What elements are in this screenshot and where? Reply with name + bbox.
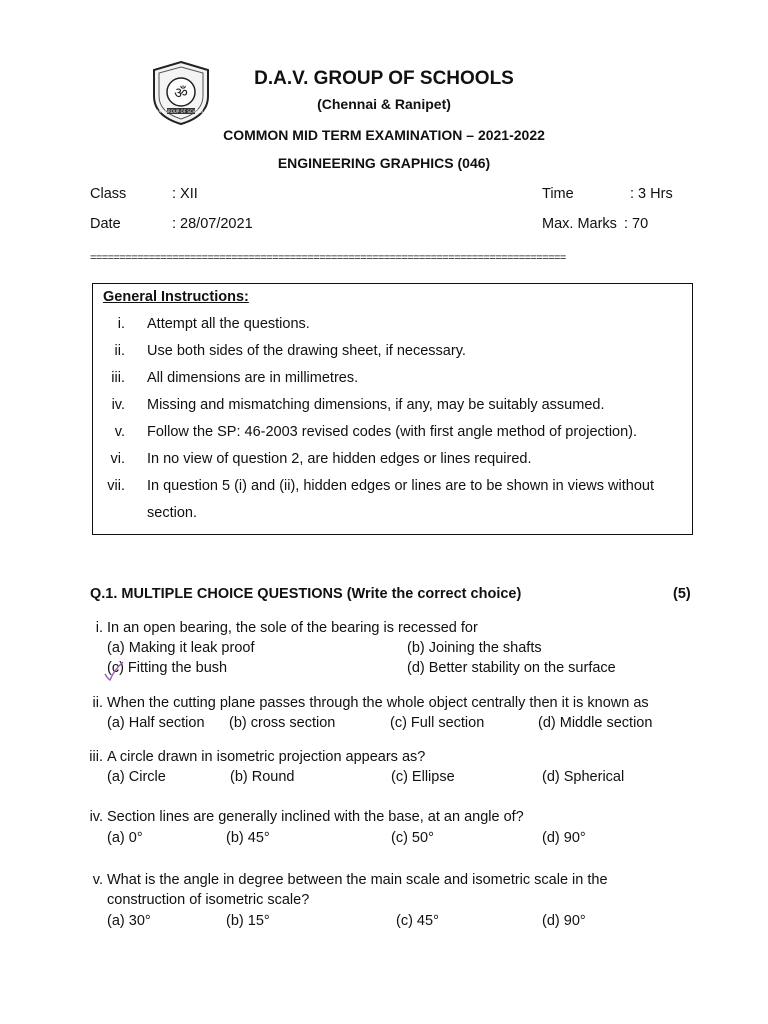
option: (c) Ellipse	[391, 769, 455, 785]
class-value: : XII	[172, 186, 198, 202]
option: (d) Middle section	[538, 715, 653, 731]
svg-text:ॐ: ॐ	[174, 84, 188, 102]
question-text-continued: construction of isometric scale?	[107, 892, 310, 908]
date-label: Date	[90, 216, 121, 232]
option: (b) 15°	[226, 913, 270, 929]
marks-label: Max. Marks	[542, 216, 617, 232]
instruction-number: v.	[114, 424, 125, 440]
instruction-number: vii.	[107, 478, 125, 494]
section-marks: (5)	[673, 586, 691, 602]
option: (b) cross section	[229, 715, 336, 731]
option: (d) Spherical	[542, 769, 625, 785]
instruction-number: i.	[117, 316, 125, 332]
option: (a) 30°	[107, 913, 151, 929]
class-label: Class	[90, 186, 127, 202]
option: (a) Half section	[107, 715, 205, 731]
option: (c) Fitting the bush	[107, 660, 228, 676]
option: (c) 45°	[396, 913, 439, 929]
marks-value: : 70	[624, 216, 649, 232]
instruction-number: iv.	[111, 397, 125, 413]
question-number: v.	[92, 872, 103, 888]
option: (b) Joining the shafts	[407, 640, 542, 656]
instruction-number: ii.	[114, 343, 125, 359]
instruction-text: In no view of question 2, are hidden edges or lines required.	[147, 451, 532, 467]
instruction-number: vi.	[110, 451, 125, 467]
option: (a) Making it leak proof	[107, 640, 255, 656]
date-value: : 28/07/2021	[172, 216, 253, 232]
instruction-continuation: section.	[147, 505, 197, 521]
exam-title: COMMON MID TERM EXAMINATION – 2021-2022	[223, 127, 545, 143]
question-number: iv.	[89, 809, 103, 825]
question-text: In an open bearing, the sole of the bearing is recessed for	[107, 620, 478, 636]
question-number: ii.	[92, 695, 103, 711]
school-name: D.A.V. GROUP OF SCHOOLS	[254, 68, 514, 89]
question-text: When the cutting plane passes through the whole object centrally then it is known as	[107, 695, 649, 711]
instruction-text: Follow the SP: 46-2003 revised codes (with first angle method of projection).	[147, 424, 638, 440]
option: (c) 50°	[391, 830, 434, 846]
question-text: What is the angle in degree between the main scale and isometric scale in the	[107, 872, 608, 888]
svg-text:DAV GROUP OF SCHOOLS: DAV GROUP OF SCHOOLS	[155, 109, 207, 114]
option: (a) Circle	[107, 769, 166, 785]
time-label: Time	[542, 186, 574, 202]
option: (a) 0°	[107, 830, 143, 846]
instruction-text: Attempt all the questions.	[147, 316, 310, 332]
instruction-text: Use both sides of the drawing sheet, if necessary.	[147, 343, 466, 359]
instruction-text: In question 5 (i) and (ii), hidden edges or lines are to be shown in views without	[147, 478, 654, 494]
instruction-text: All dimensions are in millimetres.	[147, 370, 359, 386]
option: (c) Full section	[390, 715, 485, 731]
option: (d) 90°	[542, 830, 586, 846]
question-number: i.	[95, 620, 103, 636]
section-heading: Q.1. MULTIPLE CHOICE QUESTIONS (Write the correct choice)	[90, 586, 522, 602]
question-text: Section lines are generally inclined with the base, at an angle of?	[107, 809, 524, 825]
instruction-text: Missing and mismatching dimensions, if any, may be suitably assumed.	[147, 397, 605, 413]
divider-line: =================================================================================	[90, 252, 566, 264]
option: (d) Better stability on the surface	[407, 660, 616, 676]
option: (d) 90°	[542, 913, 586, 929]
time-value: : 3 Hrs	[630, 186, 673, 202]
question-number: iii.	[89, 749, 103, 765]
school-location: (Chennai & Ranipet)	[317, 96, 451, 112]
option: (b) 45°	[226, 830, 270, 846]
instruction-number: iii.	[111, 370, 125, 386]
subject-title: ENGINEERING GRAPHICS (046)	[277, 155, 491, 171]
instructions-heading: General Instructions:	[103, 289, 249, 305]
option: (b) Round	[230, 769, 295, 785]
question-text: A circle drawn in isometric projection appears as?	[107, 749, 426, 765]
pen-tick-mark	[103, 660, 125, 682]
